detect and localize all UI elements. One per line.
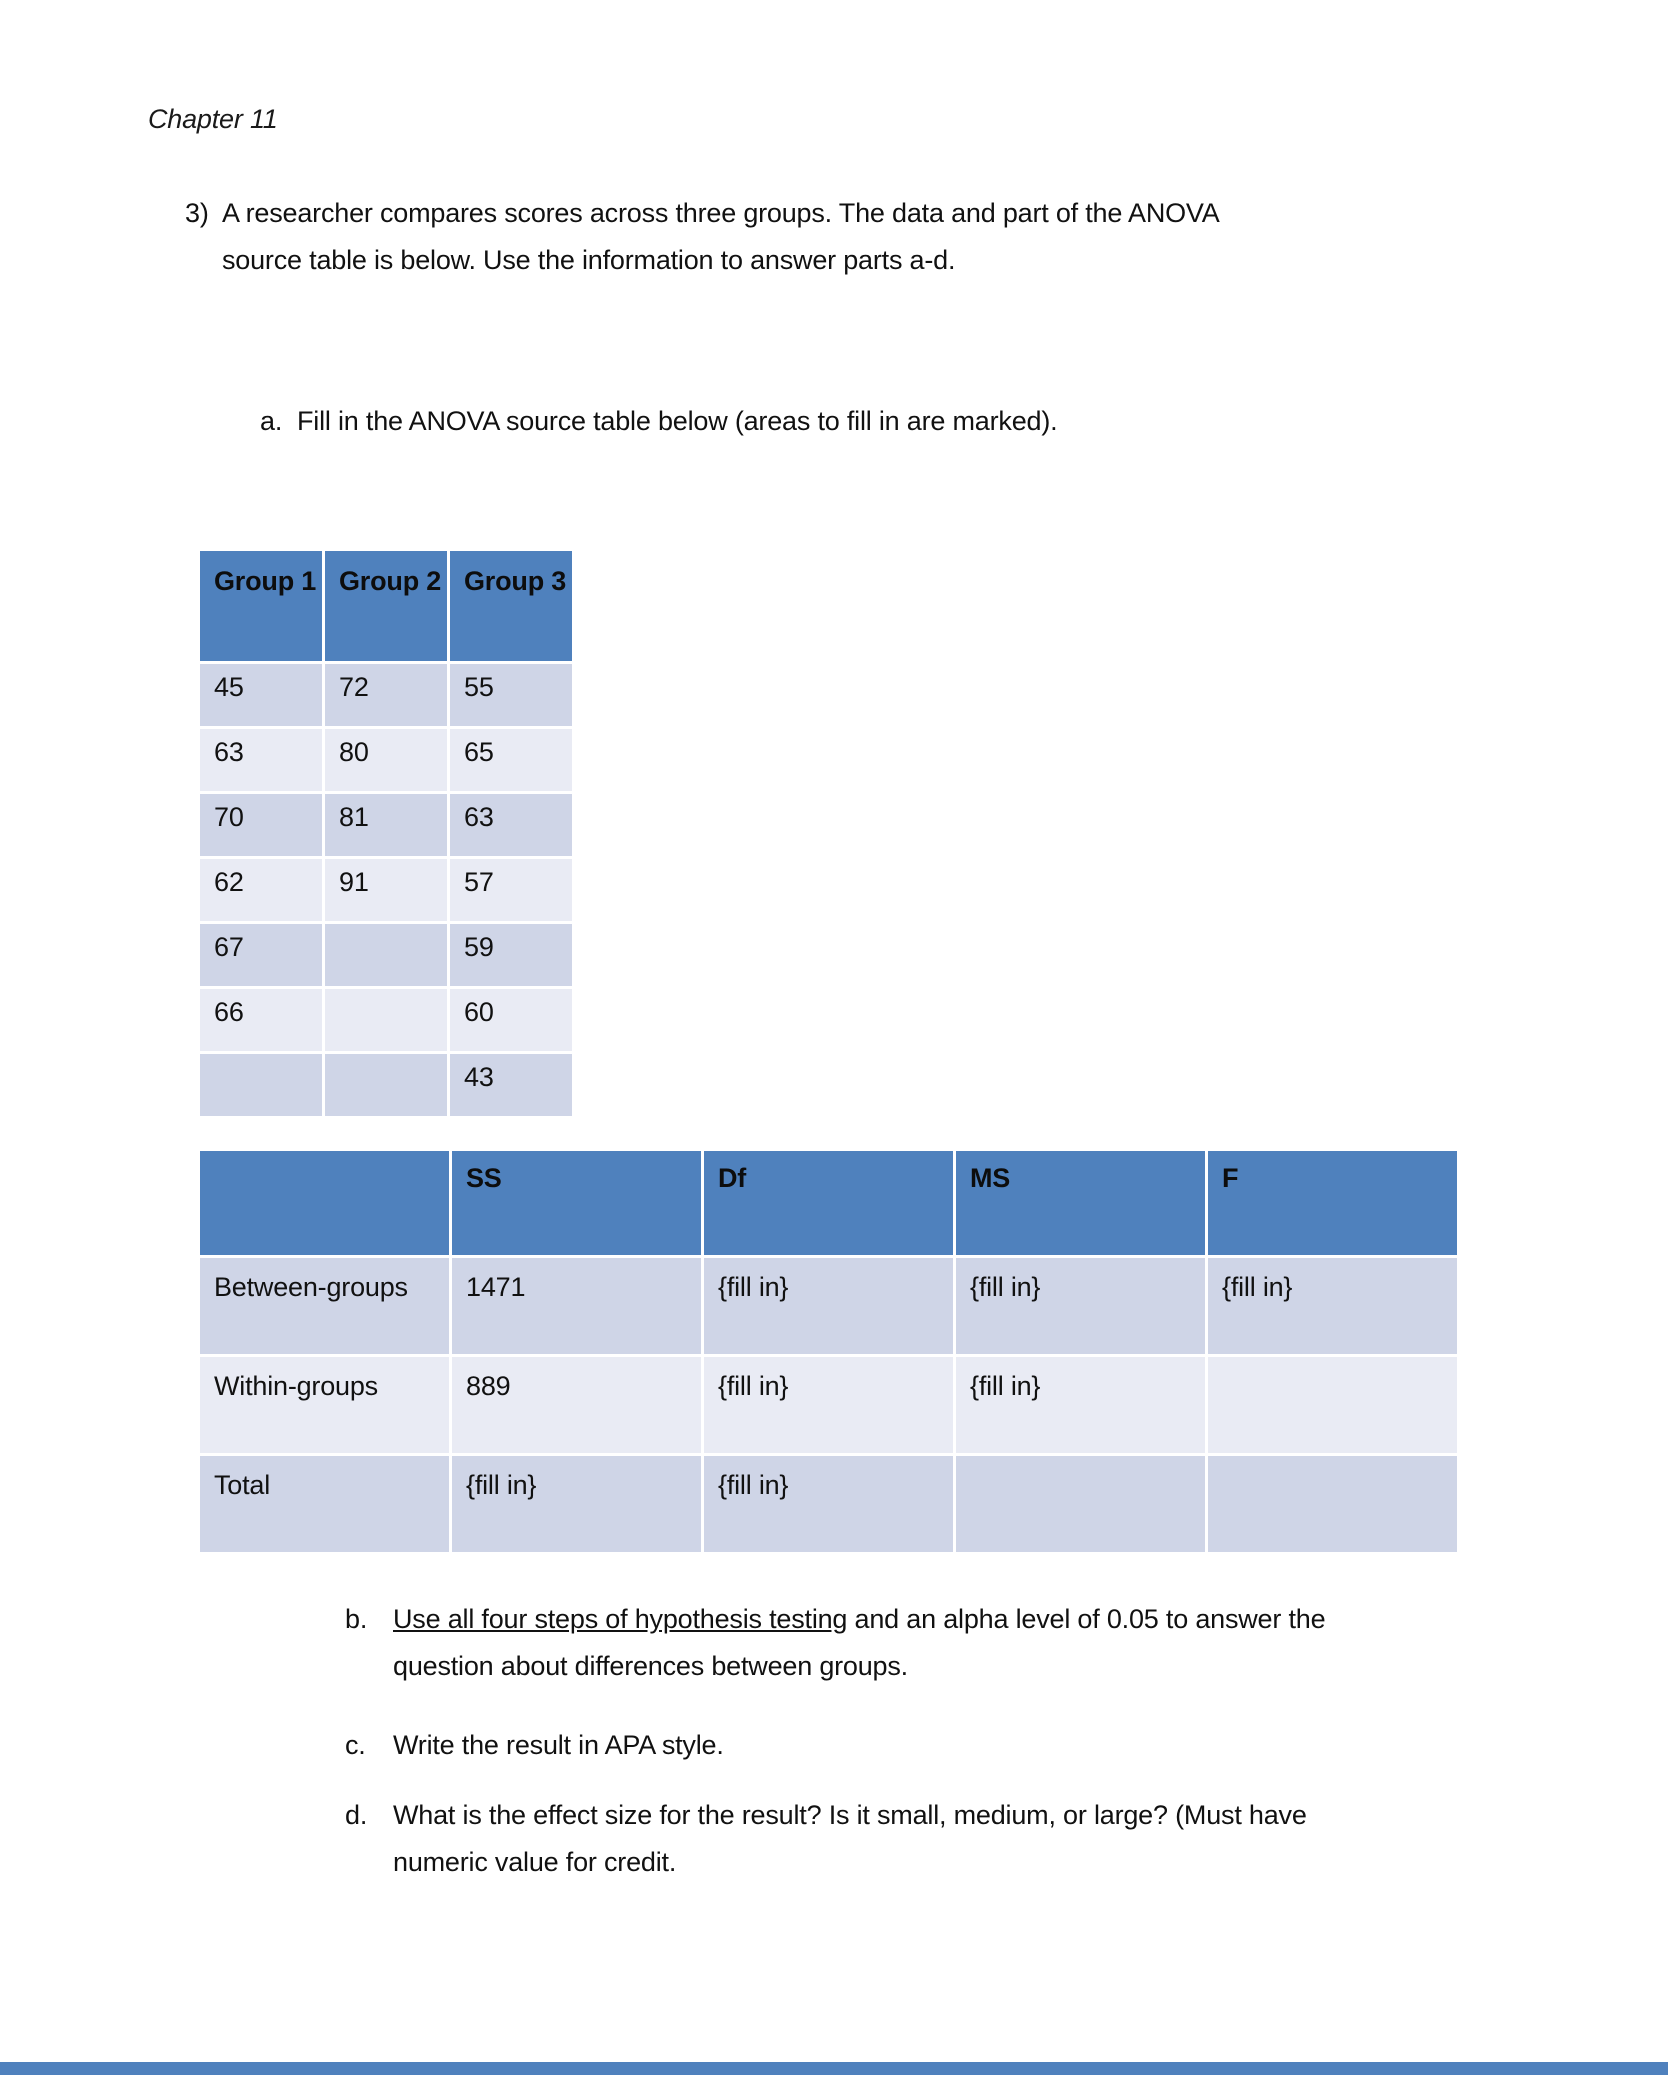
data-cell: 80 <box>325 729 447 791</box>
question-line-1: A researcher compares scores across three groups. The data and part of the ANOVA <box>222 198 1220 228</box>
f-fill-in-cell[interactable]: {fill in} <box>1208 1258 1457 1354</box>
anova-f-header: F <box>1208 1151 1457 1255</box>
data-cell: 63 <box>200 729 322 791</box>
row-label: Between-groups <box>200 1258 449 1354</box>
part-a-text: Fill in the ANOVA source table below (areas to fill in are marked). <box>297 406 1058 436</box>
df-fill-in-cell[interactable]: {fill in} <box>704 1258 953 1354</box>
table-row <box>200 664 572 726</box>
data-cell: 81 <box>325 794 447 856</box>
group-data-table <box>197 548 575 1119</box>
anova-df-header: Df <box>704 1151 953 1255</box>
data-cell <box>325 924 447 986</box>
data-cell: 72 <box>325 664 447 726</box>
ms-fill-in-cell[interactable]: {fill in} <box>956 1258 1205 1354</box>
anova-empty-header <box>200 1151 449 1255</box>
ss-value-cell[interactable]: 889 <box>452 1357 701 1453</box>
group-3-header: Group 3 <box>450 551 572 661</box>
chapter-heading: Chapter 11 <box>148 104 278 134</box>
data-cell <box>325 989 447 1051</box>
part-c-text: Write the result in APA style. <box>393 1730 724 1760</box>
data-cell: 43 <box>450 1054 572 1116</box>
part-d <box>345 1792 367 1839</box>
data-cell: 55 <box>450 664 572 726</box>
table-row <box>200 924 572 986</box>
table-row <box>200 729 572 791</box>
group-2-header: Group 2 <box>325 551 447 661</box>
part-b <box>345 1596 367 1643</box>
data-cell: 70 <box>200 794 322 856</box>
data-cell: 65 <box>450 729 572 791</box>
group-table-header-row <box>200 551 572 661</box>
next-page-table-edge <box>0 2062 1668 2075</box>
table-row <box>200 859 572 921</box>
data-cell <box>325 1054 447 1116</box>
ss-value-cell[interactable]: 1471 <box>452 1258 701 1354</box>
question-3 <box>185 190 209 237</box>
df-fill-in-cell[interactable]: {fill in} <box>704 1357 953 1453</box>
ss-fill-in-cell[interactable]: {fill in} <box>452 1456 701 1552</box>
question-line-2: source table is below. Use the information to answer parts a-d. <box>222 245 956 275</box>
row-label: Total <box>200 1456 449 1552</box>
part-a-label: a. <box>260 406 283 436</box>
part-b-line-2: question about differences between groups. <box>393 1651 908 1681</box>
anova-ms-header: MS <box>956 1151 1205 1255</box>
within-groups-row <box>200 1357 1457 1453</box>
part-d-label: d. <box>345 1800 368 1830</box>
data-cell: 57 <box>450 859 572 921</box>
data-cell: 62 <box>200 859 322 921</box>
empty-cell[interactable] <box>956 1456 1205 1552</box>
data-cell: 66 <box>200 989 322 1051</box>
part-c-label: c. <box>345 1730 366 1760</box>
group-1-header: Group 1 <box>200 551 322 661</box>
row-label: Within-groups <box>200 1357 449 1453</box>
table-row <box>200 1054 572 1116</box>
part-b-underlined-text: Use all four steps of hypothesis testing <box>393 1604 848 1634</box>
data-cell <box>200 1054 322 1116</box>
empty-cell[interactable] <box>1208 1456 1457 1552</box>
anova-header-row <box>200 1151 1457 1255</box>
df-fill-in-cell[interactable]: {fill in} <box>704 1456 953 1552</box>
table-row <box>200 794 572 856</box>
question-number: 3) <box>185 198 209 228</box>
data-cell: 63 <box>450 794 572 856</box>
part-b-line-1 <box>393 1596 1325 1643</box>
part-d-line-2: numeric value for credit. <box>393 1847 677 1877</box>
anova-ss-header: SS <box>452 1151 701 1255</box>
part-b-label: b. <box>345 1604 368 1634</box>
empty-cell[interactable] <box>1208 1357 1457 1453</box>
data-cell: 91 <box>325 859 447 921</box>
data-cell: 67 <box>200 924 322 986</box>
data-cell: 59 <box>450 924 572 986</box>
total-row <box>200 1456 1457 1552</box>
data-cell: 60 <box>450 989 572 1051</box>
ms-fill-in-cell[interactable]: {fill in} <box>956 1357 1205 1453</box>
between-groups-row <box>200 1258 1457 1354</box>
table-row <box>200 989 572 1051</box>
anova-source-table <box>197 1148 1460 1555</box>
part-b-line-1-rest: and an alpha level of 0.05 to answer the <box>847 1604 1326 1634</box>
part-d-line-1: What is the effect size for the result? Is it small, medium, or large? (Must have <box>393 1800 1307 1830</box>
part-c <box>345 1722 366 1769</box>
data-cell: 45 <box>200 664 322 726</box>
